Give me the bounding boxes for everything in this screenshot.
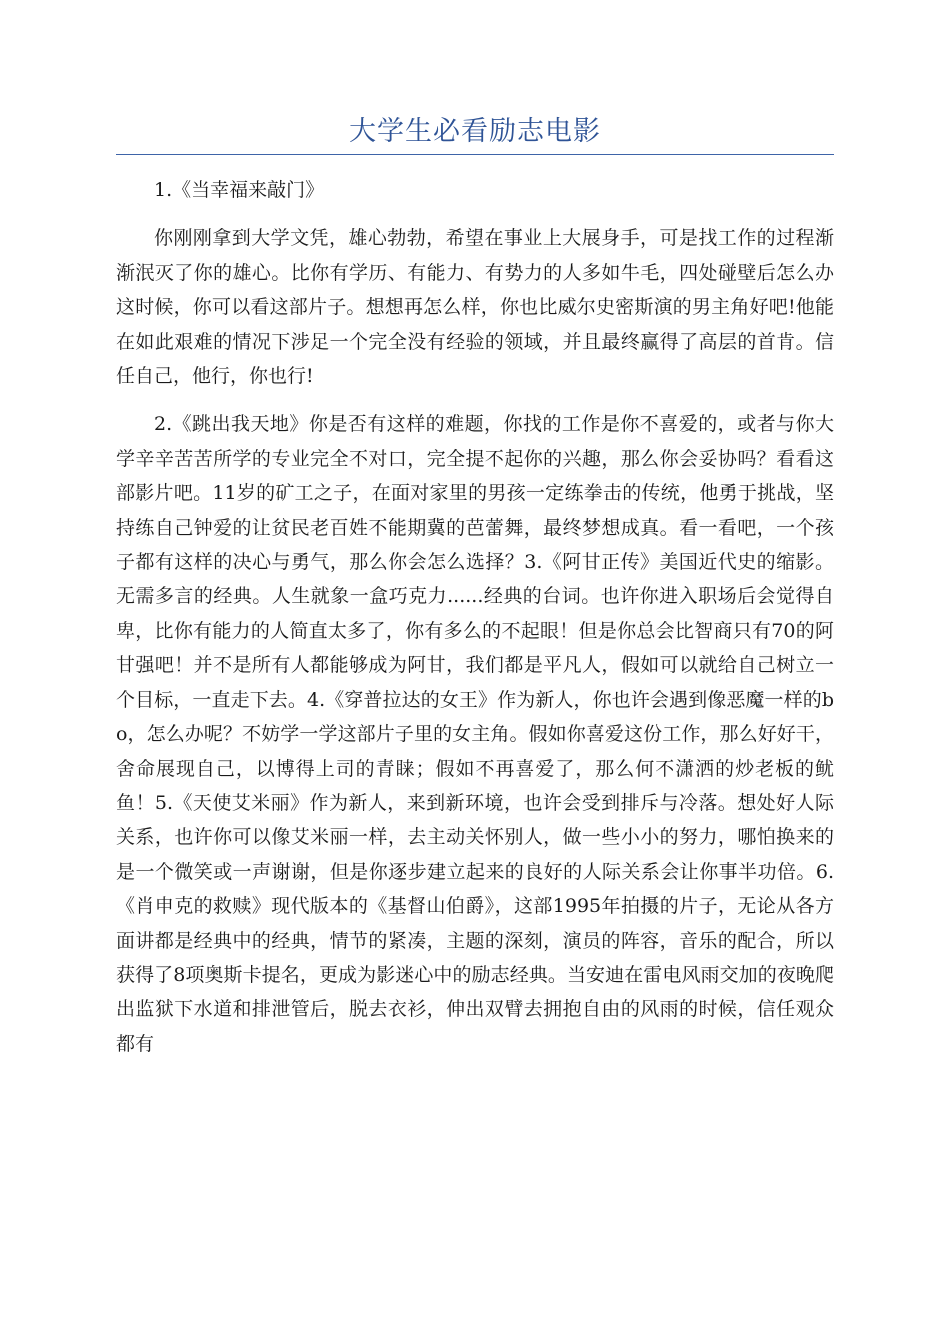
paragraph-movie-1-heading: 1.《当幸福来敲门》 bbox=[154, 179, 325, 201]
title-underline bbox=[116, 154, 834, 155]
document-body bbox=[116, 173, 834, 1071]
paragraph-movies-2-to-6: 2.《跳出我天地》你是否有这样的难题，你找的工作是你不喜爱的，或者与你大学辛辛苦苦所学的专业完全不对口，完全提不起你的兴趣，那么你会妥协吗？看看这部影片吧。11岁的矿工之子，在面对家里的男孩一定练拳击的传统，他勇于挑战，坚持练自己钟爱的让贫民老百姓不能期冀的芭蕾舞，最终梦想成真。看一看吧，一个孩子都有这样的决心与勇气，那么你会怎么选择？3.《阿甘正传》美国近代史的缩影。无需多言的经典。人生就象一盒巧克力......经典的台词。也许你进入职场后会觉得自卑，比你有能力的人简直太多了，你有多么的不起眼！但是你总会比智商只有70的阿甘强吧！并不是所有人都能够成为阿甘，我们都是平凡人，假如可以就给自己树立一个目标，一直走下去。4.《穿普拉达的女王》作为新人，你也许会遇到像恶魔一样的bo，怎么办呢？不妨学一学这部片子里的女主角。假如你喜爱这份工作，那么好好干，舍命展现自己，以博得上司的青睐；假如不再喜爱了，那么何不潇洒的炒老板的鱿鱼！5.《天使艾米丽》作为新人，来到新环境，也许会受到排斥与冷落。想处好人际关系，也许你可以像艾米丽一样，去主动关怀别人，做一些小小的努力，哪怕换来的是一个微笑或一声谢谢，但是你逐步建立起来的良好的人际关系会让你事半功倍。6.《肖申克的救赎》现代版本的《基督山伯爵》，这部1995年拍摄的片子，无论从各方面讲都是经典中的经典，情节的紧凑，主题的深刻，演员的阵容，音乐的配合，所以获得了8项奥斯卡提名，更成为影迷心中的励志经典。当安迪在雷电风雨交加的夜晚爬出监狱下水道和排泄管后，脱去衣衫，伸出双臂去拥抱自由的风雨的时候，信任观众都有 bbox=[116, 413, 834, 1055]
document-title: 大学生必看励志电影 bbox=[349, 116, 601, 147]
paragraph-movie-1-text: 你刚刚拿到大学文凭，雄心勃勃，希望在事业上大展身手，可是找工作的过程渐渐泯灭了你的雄心。比你有学历、有能力、有势力的人多如牛毛，四处碰壁后怎么办这时候，你可以看这部片子。想想再怎么样，你也比威尔史密斯演的男主角好吧!他能在如此艰难的情况下涉足一个完全没有经验的领域，并且最终赢得了高层的首肯。信任自己，他行，你也行! bbox=[116, 227, 834, 388]
